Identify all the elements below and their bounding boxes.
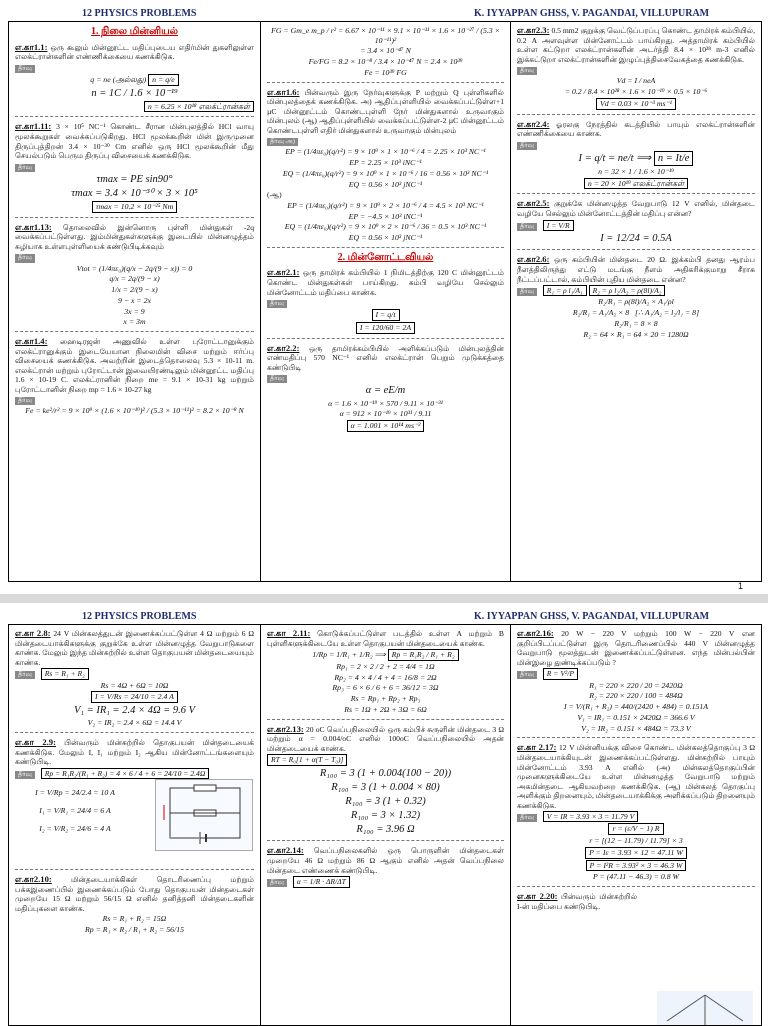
equation: V₁ = IR₁ = 2.4 × 4Ω = 9.6 V (73, 705, 196, 717)
column-3 (511, 625, 761, 1025)
equation: R₂ = 64 × R₁ = 64 × 20 = 1280Ω (583, 329, 689, 339)
problem-number: எ.கா2.5: (517, 198, 550, 209)
formula-box: R₁ = ρ l₁/A₁ (543, 285, 587, 296)
equation: Rp₃ = 6 × 6 / 6 + 6 = 36/12 = 3Ω (332, 683, 439, 693)
equation: EQ = (1/4πε₀)(q/r²) = 9 × 10⁹ × 1 × 10⁻⁶ / 16 = 0.56 × 10³ NC⁻¹ (282, 168, 489, 178)
problem-text: ஒரு கூலும் மின்னூட்ட மதிப்புடைய எதிர்மின் துகளிலுள்ள எலக்ட்ரான்களின் எண்ணிக்கையை கணக்கிடுக. (15, 42, 254, 62)
formula-box: I = V/Rs = 24/10 = 2.4 A (91, 691, 178, 703)
solution-tag: தீர்வு (15, 65, 35, 73)
equation: Rp₂ = 4 × 4 / 4 + 4 = 16/8 = 2Ω (334, 672, 437, 682)
solution-tag: தீர்வு (517, 814, 537, 822)
equation: I = q/t = ne/t ⟹ (578, 152, 652, 164)
solution-tag: தீர்வு (267, 300, 287, 308)
problem-number: எ.கா2.1: (267, 267, 300, 278)
equation: EQ = 0.56 × 10³ jNC⁻¹ (348, 233, 423, 243)
equation: Fe/FG = 8.2 × 10⁻⁸ / 3.4 × 10⁻⁴⁷ N = 2.4 × 10³⁹ (308, 57, 463, 67)
formula-box: Rs = R₁ + R₂ (41, 668, 89, 679)
equation: = 0.2 / 8.4 × 10²⁸ × 1.6 × 10⁻¹⁹ × 0.5 × 10⁻⁶ (564, 87, 708, 97)
formula-box: R = V²/P (543, 668, 578, 679)
equation: EQ = (1/4πε₀)(q/r²) = 9 × 10⁹ × 2 × 10⁻⁶ / 36 = 0.5 × 10³ NC⁻¹ (284, 222, 487, 232)
problem-text: 3 × 10⁵ NC⁻¹ கொண்ட சீரான மின்புலத்தில் HCl வாயு மூலக்கூறுகள் வைக்கப்படுகிறது. HCl மூலக்கூறின் மின் இருமுனை திருப்புத்திறன் 3.4 × 10⁻³⁰ Cm எனில் ஒரு HCl மூலக்கூறின் மீது செயல்படும் பெரும திருப்பு விசையைக் கணக்கிடுக. (15, 122, 254, 161)
equation: I₂ = V/R₂ = 24/6 = 4 A (39, 823, 111, 833)
solution-tag: தீர்வு (15, 671, 35, 679)
equation: 3x = 9 (124, 306, 145, 316)
answer-box: P = I²R = 3.93² × 3 = 46.3 W (586, 860, 687, 872)
problem-text: ஓரலகு நேரத்தில் கடத்தியில் பாயும் எலக்ட்ரான்களின் எண்ணிக்கையை காண்க. (517, 119, 755, 139)
equation: τmax = PE sin90° (96, 173, 173, 185)
equation: q = ne (அல்லது) n = q/e (15, 74, 254, 86)
problem-text: ஒரு தாமிரக் கம்பியில் 1 நிமிடத்திற்கு 120 C மின்னூட்டம் கொண்ட மின்துகள்கள் பாய்கிறது. கம்பி வழியே செல்லும் மின்னோட்டம் மதிப்பை காண்க. (267, 268, 504, 297)
solution-tag: தீர்வு (15, 164, 35, 172)
answer-box: n = 20 × 10¹⁹ எலக்ட்ரான்கள் (584, 178, 688, 190)
equation: α = 1.6 × 10⁻¹⁹ × 570 / 9.11 × 10⁻³¹ (328, 398, 443, 408)
problem-text: 12 V மின்னியக்கு விசை கொண்ட மின்கலத்தொகுப்பு 3 Ω மின்தடையாக்கியுடன் இணைக்கப்பட்டுள்ளது. மின்சுற்றில் பாயும் மின்னோட்டம் 3.93 A எனில் (அ) மின்கலத்தொகுப்பின் முனைகளுக்கிடையே உள்ள மின்னழுத்த வேறுபாடு மற்றும் அகமின்தடை ஆகியவற்றை கணக்கிடுக. (ஆ) மின்கலத் தொகுப்பு அளிக்கும் திறனையும், மின்தடையாக்கிக்கு அளிக்கப்படும் திறனையும் கணக்கிடுக. (517, 743, 756, 810)
problem-text: மின்தடையாக்கிகள் தொடரிணைப்பு மற்றும் பக்கஇணைப்பில் இணைக்கப்படும் போது தொகுபயன் மின்தடைகள் முறையே 15 Ω மற்றும் 56/15 Ω எனில் தனித்தனி மின்தடைகளின் மதிப்புகளை காண்க. (15, 875, 254, 913)
equation: Rs = Rp₁ + Rp₂ + Rp₃ (350, 694, 421, 704)
equation: α = 912 × 10⁻¹⁹ × 10³¹ / 9.11 (339, 409, 432, 419)
problem-number: எ.கா1.6: (267, 86, 300, 97)
problem-number: எ.கா1.4: (15, 335, 48, 346)
answer-box: α = 1.001 × 10¹⁴ ms⁻² (347, 420, 425, 432)
equation: R₁ = 220 × 220 / 20 = 2420Ω (589, 680, 683, 690)
equation: Fe = 10³⁹ FG (364, 67, 407, 77)
solution-tag: தீர்வு (15, 771, 35, 779)
page-header (0, 8, 768, 22)
formula-box: Rp = R₁R₂/(R₁ + R₂) = 4 × 6 / 4 + 6 = 24/10 = 2.4Ω (41, 768, 210, 779)
problem-number: எ.கா2.13: (267, 723, 304, 734)
equation: EP = −4.5 × 10³ iNC⁻¹ (348, 211, 423, 221)
page-header (0, 611, 768, 625)
problem-text: குறுக்கே மின்னழுத்த வேறுபாடு 12 V எனில், மின்தடை வழியே செல்லும் மின்னோட்டத்தின் மதிப்பு என்ன? (517, 199, 756, 219)
answer-box: V = IR = 3.93 × 3 = 11.79 V (543, 811, 639, 822)
problem-text: 24 V மின்கலத்துடன் இணைக்கப்பட்டுள்ள 4 Ω மற்றும் 6 Ω மின்தடையாக்கிகளுக்கு குறுக்கே உள்ள மின்னழுத்த வேறுபாடுகளை காண்க. மேலும் இந்த மின்சுற்றில் உள்ள தொகுபயன் மின்தடையையும் காண்க. (15, 629, 255, 667)
problem-number: எ.கா2.4: (517, 118, 550, 129)
content-frame (8, 21, 762, 591)
solution-tag: தீர்வு (517, 288, 537, 296)
problem-text: 20 oC வெப்பநிலையில் ஒரு கம்பிச் சுருளின் மின்தடை 3 Ω மற்றும் α = 0.004/oC எனில் 100oC வெப்பநிலையில் அதன் மின்தடையைக் காண்க. (267, 724, 505, 753)
problem-number: எ.கா2.6: (517, 254, 550, 265)
page-2 (0, 603, 768, 1024)
equation: Rs = 4Ω + 6Ω = 10Ω (100, 680, 169, 690)
problem-text: ஒரு தாமிரக்கம்பியில் அளிக்கப்படும் மின்புலத்தின் எண்மதிப்பு 570 NC⁻¹ எனில் எலக்ட்ரான் பெறும் முடுக்கத்தை கண்டுபிடி (267, 343, 504, 372)
equation: n = 32 × 1 / 1.6 × 10⁻¹⁹ (598, 166, 674, 176)
parallel-circuit-diagram (155, 779, 253, 851)
answer-box: τmax = 10.2 × 10⁻²⁵ Nm (92, 201, 178, 213)
problem-number: எ.கா 2.9: (15, 737, 56, 747)
equation: I = 12/24 = 0.5A (600, 233, 672, 245)
equation: τmax = 3.4 × 10⁻³⁰ × 3 × 10⁵ (71, 187, 198, 199)
formula-box: I = q/t (372, 309, 400, 321)
section-title: 2. மின்னோட்டவியல் (337, 251, 434, 263)
problem-number: எ.கா 2.11: (267, 628, 311, 638)
solution-tag: தீர்வு அ) (267, 138, 298, 146)
page-separator (0, 594, 768, 603)
equation: 9 − x = 2x (117, 295, 152, 305)
solution-tag: தீர்வு (517, 671, 537, 679)
problem-text: 0.5 mm2 குறுக்கு வெட்டுப்பரப்பு கொண்ட தாமிரக் கம்பியில், 0.2 A அளவுள்ள மின்னோட்டம் பாய்கிறது. அத்தாமிரக் கம்பியில் உள்ள கட்டுறா எலக்ட்ரான்களின் அடர்த்தி 8.4 × 10²⁸ m-3 எனில் இக்கட்டுறா எலக்ட்ரான்களின் இழுப்புத்திசைவேகத்தை கணக்கிடுக. (517, 26, 755, 64)
problem-text: 20 W − 220 V மற்றும் 100 W − 220 V என குறிப்பிடப்பட்டுள்ள இரு தொடரிணைப்பில் 440 V மின்னழுத்த வேறுபாடு மூலத்துடன் இணைக்கப்பட்டுள்ளன. எந்த மின்பல்பின் மின்இழை துண்டிக்கப்படும் ? (517, 629, 755, 667)
equation: V₂ = IR₂ = 2.4 × 6Ω = 14.4 V (87, 718, 182, 728)
equation: R₂/R₁ = A₁/A₂ × 8 [∴ A₁/A₂ = l₂/l₁ = 8] (572, 308, 700, 318)
problem-text: ஒரு கம்பியின் மின்தடை 20 Ω. இக்கம்பி தனது ஆரம்ப நீளத்திலிருந்து எட்டு மடங்கு நீளம் அதிகரிக்குமாறு சீராக நீட்டப்பட்டால், கம்பியின் புதிய மின்தடை என்ன? (517, 255, 755, 284)
equation: R₁₀₀ = 3 (1 + 0.32) (345, 796, 426, 808)
formula-box: RT = R₀[1 + α(T − T₀)] (267, 754, 347, 765)
equation: I = V/Rp = 24/2.4 = 10 A (35, 788, 115, 798)
equation: I₁ = V/R₁ = 24/4 = 6 A (39, 805, 111, 815)
answer-box: P = Iε = 3.93 × 12 = 47.11 W (585, 847, 687, 859)
formula-box: r = (ε/V − 1) R (608, 823, 663, 835)
equation: R₁₀₀ = 3 (1 + 0.004 × 80) (331, 781, 440, 793)
solution-tag: தீர்வு (517, 67, 537, 75)
formula-box: Rp = R₁R₂ / R₁ + R₂ (388, 649, 459, 661)
equation: V₁ = IR₁ = 0.151 × 2420Ω = 366.6 V (577, 712, 695, 722)
page-number: 1 (737, 581, 743, 591)
problem-number: எ.கா2.14: (267, 845, 304, 856)
problem-number: எ.கா1.11: (15, 121, 52, 132)
problem-number: எ.கா1.13: (15, 221, 52, 232)
equation: q/x = 2q/(9 − x) (109, 274, 160, 284)
problem-number: எ.கா 2.8: (15, 628, 51, 638)
answer-box: I = 120/60 = 2A (356, 322, 415, 334)
equation: EP = (1/4πε₀)(q/r²) = 9 × 10⁹ × 2 × 10⁻⁶ / 4 = 4.5 × 10³ NC⁻¹ (287, 200, 484, 210)
solution-tag: தீர்வு (267, 375, 287, 383)
problem-number: எ.கா 2.17: (517, 742, 557, 753)
problem-text: பின்வரும் மின்சுற்றில் தொகுபயன் மின்தடையைக் கணக்கிடுக. மேலும் I, I₁ மற்றும் I₂ ஆகிய மின்னோட்டங்களையும் கண்டுபிடி. (15, 738, 254, 767)
problem-number: எ.கா 2.20: (517, 891, 558, 902)
formula-box: n = It/e (654, 151, 694, 166)
solution-tag: தீர்வு (517, 223, 537, 231)
equation: Rp₁ = 2 × 2 / 2 + 2 = 4/4 = 1Ω (336, 661, 435, 671)
equation: I = V/(R₁ + R₂) = 440/(2420 + 484) = 0.151A (563, 702, 709, 712)
column-1 (9, 22, 261, 581)
formula-box: α = 1/R · ΔR/ΔT (293, 876, 350, 887)
equation: R₁₀₀ = 3 (1 + 0.004(100 − 20)) (319, 767, 452, 779)
problem-number: எ.கா2.10: (15, 874, 52, 885)
equation: x = 3m (123, 317, 146, 327)
equation: α = eE/m (365, 385, 406, 397)
equation: FG = Gm_e m_p / r² = 6.67 × 10⁻¹¹ × 9.1 × 10⁻³¹ × 1.6 × 10⁻²⁷ / (5.3 × 10⁻¹¹)² (271, 26, 500, 45)
equation: = 3.4 × 10⁻⁴⁷ N (360, 46, 411, 56)
equation: R₁₀₀ = 3.96 Ω (356, 824, 415, 836)
problem-text: பின்வரும் மின்சுற்றில் I-ன் மதிப்பை கண்டுபிடி. (517, 892, 638, 911)
column-3 (511, 22, 761, 581)
equation: EP = 2.25 × 10³ iNC⁻¹ (349, 158, 422, 168)
problem-number: எ.கா1.1: (15, 41, 48, 52)
equation: V₂ = IR₂ = 0.151 × 484Ω = 73.3 V (581, 723, 691, 733)
equation: EP = (1/4πε₀)(q/r²) = 9 × 10⁹ × 1 × 10⁻⁶ / 4 = 2.25 × 10³ NC⁻¹ (285, 147, 486, 157)
equation: Vtot = (1/4πε₀)(q/x − 2q/(9 − x)) = 0 (76, 263, 193, 273)
equation: 1/Rp = 1/R₁ + 1/R₂ (312, 650, 373, 660)
circuit-diagram (657, 991, 753, 1025)
problem-text: கொடுக்கப்பட்டுள்ள படத்தில் உள்ள A மற்றும் B புள்ளிகளுக்கிடையே உள்ள தொகுபயன் மின்தடையைக் காண்க. (267, 629, 504, 648)
section-title: 1. நிலை மின்னியல் (91, 26, 178, 37)
part-label: (ஆ) (267, 190, 282, 200)
equation: Fe = ke²/r² = 9 × 10⁹ × (1.6 × 10⁻¹⁹)² / (5.3 × 10⁻¹¹)² = 8.2 × 10⁻⁸ N (25, 406, 244, 416)
equation: P = (47.11 − 46.3) = 0.8 W (592, 872, 680, 882)
solution-tag: தீர்வு (15, 254, 35, 262)
equation: r = [(12 − 11.79) / 11.79] × 3 (589, 836, 683, 846)
formula-box: R₂ = ρ l₂/A₂ = ρ(8l)/A₂ (589, 285, 666, 296)
equation: R₂ = 220 × 220 / 100 = 484Ω (589, 691, 683, 701)
problem-text: பின்வரும் இரு நேர்வுகளுக்கு P மற்றும் Q புள்ளிகளில் மின்புலத்தைக் கணக்கிடுக. அ) ஆதிப்புள்ளியில் வைக்கப்பட்டுள்ள+1 µC மின்னூட்டம் கொண்டபுள்ளி நேர் மின்துகளால் உருவாகும் மின்புலம் (ஆ) ஆதிப்புள்ளியில் வைக்கப்பட்டுள்ள-2 µC மின்னூட்டம் கொண்டபுள்ளி எதிர் மின்துகளால் உருவாகும் மின்புலம் (267, 87, 504, 135)
solution-tag: தீர்வு (15, 397, 35, 405)
problem-text: வெப்பநிலைகளில் ஒரு பொருளின் மின்தடைகள் முறையே 46 Ω மற்றும் 86 Ω ஆகும் எனில் அதன் வெப்பநிலை மின்தடை எண்ணைக் கண்டுபிடி. (267, 846, 504, 875)
problem-text: ஹைடிரஜன் அணுவில் உள்ள புரோட்டானுக்கும் எலக்ட்ரானுக்கும் இடையேயான நிலைமின் விசை மற்றும் ஈர்ப்பு விசையைக் கணக்கிடுக. அவற்றின் இடைத்தொலைவு 5.3 × 10-11 m. எலக்ட்ரான் மற்றும் புரோட்டான் இவையிரண்டிலும் மின்னூட்ட மதிப்பு 1.6 × 10-19 C. எலக்ட்ரானின் நிறை me = 9.1 × 10-31 kg மற்றும் புரோட்டானின் நிறை mp = 1.6 × 10-27 kg (15, 336, 254, 394)
equation: EQ = 0.56 × 10³ jNC⁻¹ (348, 179, 423, 189)
equation: Rs = R₁ + R₂ = 15Ω (102, 914, 167, 924)
equation: R₁₀₀ = 3 × 1.32) (350, 810, 421, 822)
content-frame (8, 624, 762, 1026)
column-2 (261, 22, 511, 581)
header-right: K. IYYAPPAN GHSS, V. PAGANDAI, VILLUPURAM (474, 8, 710, 19)
equation: Rp = R₁ × R₂ / R₁ + R₂ = 56/15 (84, 925, 185, 935)
problem-text: தொலைவில் இன்னொரு புள்ளி மின்துகள் -2q வைக்கப்பட்டுள்ளது. இம்மின்துகள்களுக்கு இடையில் மின்னழுத்தம் சுழியாக உள்ளபுள்ளியைக் கண்டுபிடிக்கவும் (15, 222, 254, 251)
solution-tag: தீர்வு (267, 879, 287, 887)
header-left: 12 PHYSICS PROBLEMS (82, 611, 197, 622)
equation: R₂/R₁ = ρ(8l)/A₂ × A₁/ρl (598, 297, 674, 307)
equation: 1/x = 2/(9 − x) (111, 285, 158, 295)
answer-box: n = 6.25 × 10¹⁸ எலக்ட்ரான்கள் (144, 101, 254, 113)
problem-number: எ.கா2.3: (517, 25, 550, 35)
formula-box: I = V/R (543, 220, 574, 231)
problem-number: எ.கா2.2: (267, 342, 300, 353)
problem-number: எ.கா2.16: (517, 628, 554, 638)
equation: n = 1C / 1.6 × 10⁻¹⁹ (91, 87, 178, 99)
equation: Rs = 1Ω + 2Ω + 3Ω = 6Ω (344, 704, 427, 714)
answer-box: Vd = 0.03 × 10⁻³ ms⁻¹ (596, 98, 676, 110)
column-1 (9, 625, 261, 1025)
equation: Vd = I / neA (616, 76, 656, 86)
equation: R₂/R₁ = 8 × 8 (614, 318, 658, 328)
header-left: 12 PHYSICS PROBLEMS (82, 8, 197, 19)
header-right: K. IYYAPPAN GHSS, V. PAGANDAI, VILLUPURAM (474, 611, 710, 622)
solution-tag: தீர்வு (517, 142, 537, 150)
column-2: எ.கா 2.11: கொடுக்கப்பட்டுள்ள படத்தில் உள்ள A மற்றும் B புள்ளிகளுக்கிடையே உள்ள தொகுபயன் மின்தடையைக் காண்க. 1/Rp = 1/R₁ + 1/R₂ ⟹ Rp = R₁R₂ / R₁ + R₂ Rp₁ = 2 × 2 / 2 + 2 = 4/4 = 1Ω Rp₂ = 4 × 4 / 4 + 4 = 16/8 = 2Ω Rp₃ = 6 × 6 / 6 + 6 = 36/12 = 3Ω Rs = Rp₁ + Rp₂ + Rp₃ Rs = 1Ω + 2Ω + 3Ω = 6Ω எ.கா2.13: 20 oC வெப்பநிலையில் ஒரு கம்பிச் சுருளின் மின்தடை 3 Ω மற்றும் α = 0.004/oC எனில் 100oC வெப்பநிலையில் அதன் மின்தடையைக் காண்க. RT = R₀[1 + α(T − T₀)] R₁₀₀ = 3 (1 + 0.004(100 − 20)) R₁₀₀ = 3 (1 + 0.004 × 80) R₁₀₀ = 3 (1 + 0.32) R₁₀₀ = 3 × 1.32) R₁₀₀ = 3.96 Ω எ.கா2.14: வெப்பநிலைகளில் ஒரு பொருளின் மின்தடைகள் முறையே 46 Ω மற்றும் 86 Ω ஆகும் எனில் அதன் வெப்பநிலை மின்தடை எண்ணைக் கண்டுபிடி. தீர்வு α = 1/R · ΔR/ΔT (261, 625, 511, 1025)
